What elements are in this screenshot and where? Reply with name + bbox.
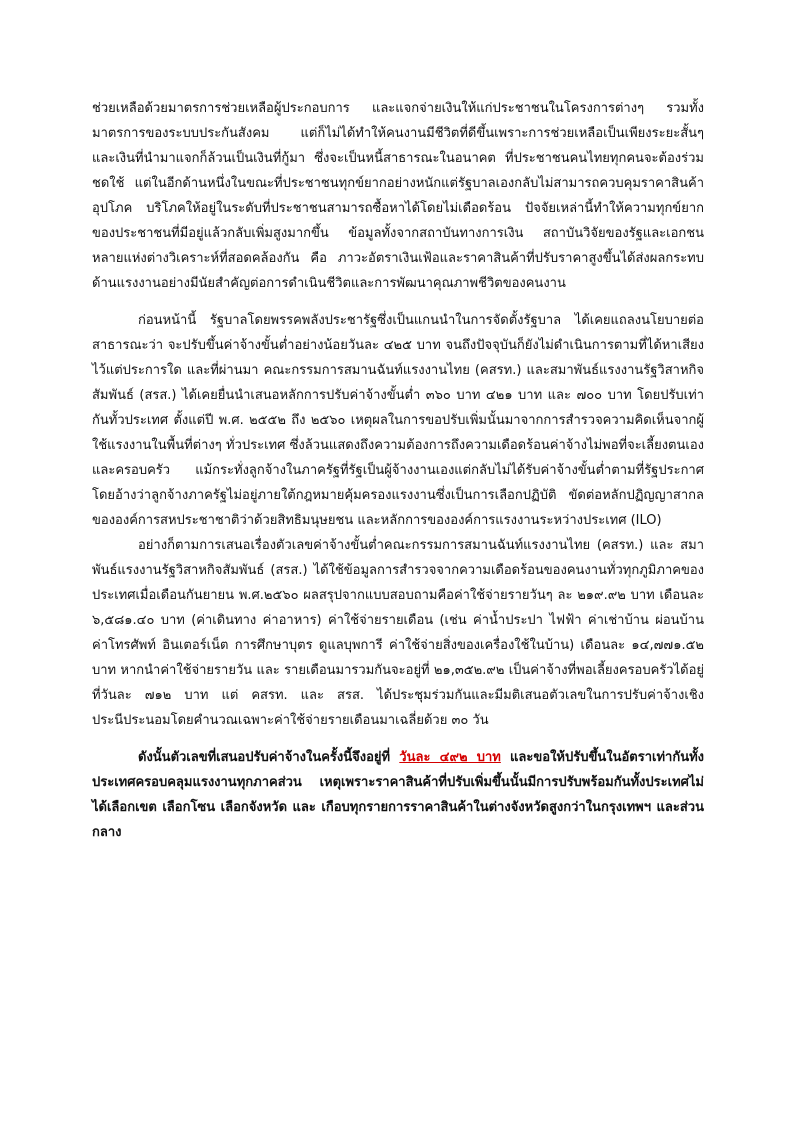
paragraph-intro: ช่วยเหลือด้วยมาตรการช่วยเหลือผู้ประกอบการ และแจกจ่ายเงินให้แก่ประชาชนในโครงการต่างๆ รวมทั้งมาตรการของระบบประกันสังคม แต่ก็ไม่ได้ทำให้คนงานมีชีวิตที่ดีขึ้นเพราะการช่วยเหลือเป็นเพียงระยะสั้นๆ และเงินที่นำมาแจกก็ล้วนเป็นเงินที่กู้มา ซึ่งจะเป็นหนี้สาธารณะในอนาคต ที่ประชาชนคนไทยทุกคนจะต้องร่วมชดใช้ แต่ในอีกด้านหนึ่งในขณะที่ประชาชนทุกข์ยากอย่างหนักแต่รัฐบาลเองกลับไม่สามารถควบคุมราคาสินค้าอุปโภค บริโภคให้อยู่ในระดับที่ประชาชนสามารถซื้อหาได้โดยไม่เดือดร้อน ปัจจัยเหล่านี้ทำให้ความทุกข์ยากของประชาชนที่มีอยู่แล้วกลับเพิ่มสูงมากขึ้น ข้อมูลทั้งจากสถาบันทางการเงิน สถาบันวิจัยของรัฐและเอกชนหลายแห่งต่างวิเคราะห์ที่สอดคล้องกัน คือ ภาวะอัตราเงินเฟ้อและราคาสินค้าที่ปรับราคาสูงขึ้นได้ส่งผลกระทบด้านแรงงานอย่างมีนัยสำคัญต่อการดำเนินชีวิตและการพัฒนาคุณภาพชีวิตของคนงาน [92,101,704,291]
document-body [92,96,704,845]
conclusion-text-start: ดังนั้นตัวเลขที่เสนอปรับค่าจ้างในครั้งนี้จึงอยู่ที่ [138,750,400,765]
paragraph-survey: อย่างก็ตามการเสนอเรื่องตัวเลขค่าจ้างขั้นต่ำคณะกรรมการสมานฉันท์แรงงานไทย (คสรท.) และ สมาพันธ์แรงงานรัฐวิสาหกิจสัมพันธ์ (สรส.) ได้ใช้ข้อมูลการสำรวจจากความเดือดร้อนของคนงานทั่วทุกภูมิภาคของประเทศเมื่อเดือนกันยายน พ.ศ.๒๕๖๐ ผลสรุปจากแบบสอบถามคือค่าใช้จ่ายรายวันๆ ละ ๒๑๙.๙๒ บาท เดือนละ ๖,๕๘๑.๔๐ บาท (ค่าเดินทาง ค่าอาหาร) ค่าใช้จ่ายรายเดือน (เช่น ค่าน้ำประปา ไฟฟ้า ค่าเช่าบ้าน ผ่อนบ้าน ค่าโทรศัพท์ อินเตอร์เน็ต การศึกษาบุตร ดูแลบุพการี ค่าใช้จ่ายสิ่งของเครื่องใช้ในบ้าน) เดือนละ ๑๔,๗๗๑.๕๒ บาท หากนำค่าใช้จ่ายรายวัน และ รายเดือนมารวมกันจะอยู่ที่ ๒๑,๓๕๒.๙๒ เป็นค่าจ้างที่พอเลี้ยงครอบครัวได้อยู่ที่วันละ ๗๑๒ บาท แต่ คสรท. และ สรส. ได้ประชุมร่วมกันและมีมติเสนอตัวเลขในการปรับค่าจ้างเชิงประนีประนอมโดยคำนวณเฉพาะค่าใช้จ่ายรายเดือนมาเฉลี่ยด้วย ๓๐ วัน [92,538,704,728]
paragraph-policy: ก่อนหน้านี้ รัฐบาลโดยพรรคพลังประชารัฐซึ่งเป็นแกนนำในการจัดตั้งรัฐบาล ได้เคยแถลงนโยบายต่อสาธารณะว่า จะปรับขึ้นค่าจ้างขั้นต่ำอย่างน้อยวันละ ๔๒๕ บาท จนถึงปัจจุบันก็ยังไม่ดำเนินการตามที่ได้หาเสียงไว้แต่ประการใด และที่ผ่านมา คณะกรรมการสมานฉันท์แรงงานไทย (คสรท.) และสมาพันธ์แรงงานรัฐวิสาหกิจสัมพันธ์ (สรส.) ได้เคยยื่นนำเสนอหลักการปรับค่าจ้างขั้นต่ำ ๓๖๐ บาท ๔๒๑ บาท และ ๗๐๐ บาท โดยปรับเท่ากันทั้วประเทศ ตั้งแต่ปี พ.ศ. ๒๕๕๒ ถึง ๒๕๖๐ เหตุผลในการขอปรับเพิ่มนั้นมาจากการสำรวจความคิดเห็นจากผู้ใช้แรงงานในพื้นที่ต่างๆ ทั่วประเทศ ซึ่งล้วนแสดงถึงความต้องการถึงความเดือดร้อนค่าจ้างไม่พอที่จะเลี้ยงตนเองและครอบครัว แม้กระทั่งลูกจ้างในภาครัฐที่รัฐเป็นผู้จ้างงานเองแต่กลับไม่ได้รับค่าจ้างขั้นต่ำตามที่รัฐประกาศโดยอ้างว่าลูกจ้างภาครัฐไม่อยู่ภายใต้กฎหมายคุ้มครองแรงงานซึ่งเป็นการเลือกปฏิบัติ ขัดต่อหลักปฏิญญาสากล ขององค์การสหประชาชาติว่าด้วยสิทธิมนุษยชน และหลักการขององค์การแรงงานระหว่างประเทศ (ILO) [92,313,704,528]
wage-highlight: วันละ ๔๙๒ บาท [399,750,501,765]
conclusion-text-end: และขอให้ปรับขึ้นในอัตราเท่ากันทั้งประเทศครอบคลุมแรงงานทุกภาคส่วน เหตุเพราะราคาสินค้าที่ปรับเพิ่มขึ้นนั้นมีการปรับพร้อมกันทั้งประเทศไม่ได้เลือกเขต เลือกโซน เลือกจังหวัด และ เกือบทุกรายการราคาสินค้าในต่างจังหวัดสูงกว่าในกรุงเทพฯ และส่วนกลาง [92,750,704,840]
paragraph-conclusion [92,745,704,845]
